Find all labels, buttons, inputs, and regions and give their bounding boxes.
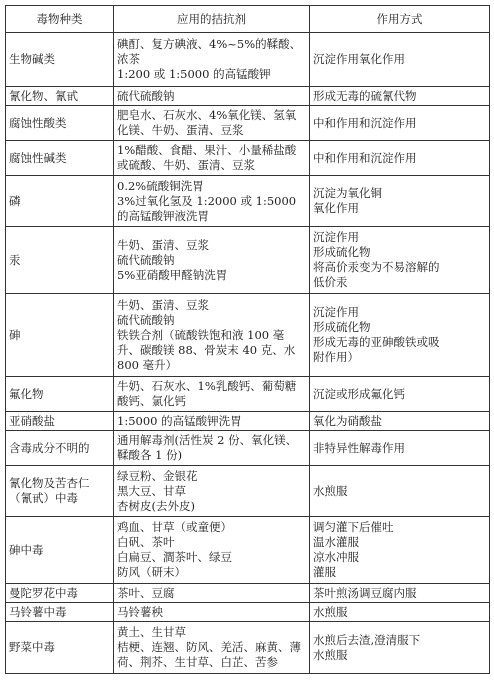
antidote-cell: 牛奶、蛋清、豆浆 硫代硫酸钠 铁铁合剂（硫酸铁饱和液 100 毫 升、碳酸镁 88、骨炭末 40 克、水 800 毫升） (114, 294, 310, 377)
table-body (6, 33, 490, 674)
action-cell: 中和作用和沉淀作用 (310, 141, 490, 176)
action-cell: 氧化为硝酸盐 (310, 412, 490, 431)
table-row (6, 141, 490, 176)
antidote-cell: 碘酊、复方碘液、4%~5%的鞣酸、 浓茶 1:200 或 1:5000 的高锰酸钾 (114, 33, 310, 87)
poison-cell: 磷 (6, 176, 114, 227)
table-header-row (6, 6, 490, 33)
header-action-mode: 作用方式 (310, 6, 490, 33)
poison-cell: 砷 (6, 294, 114, 377)
poison-cell: 腐蚀性酸类 (6, 106, 114, 141)
action-cell: 水煎后去渣,澄清服下 水煎服 (310, 622, 490, 674)
table-row (6, 227, 490, 294)
poison-cell: 氰化物及苦杏仁 （氰甙）中毒 (6, 466, 114, 517)
antidote-cell: 0.2%硫酸铜洗胃 3%过氧化氢及 1:2000 或 1:5000 的高锰酸钾液洗胃 (114, 176, 310, 227)
antidote-cell: 黄土、生甘草 桔梗、连翘、防风、羌活、麻黄、薄 荷、荆芥、生甘草、白芷、苦参 (114, 622, 310, 674)
action-cell: 中和作用和沉淀作用 (310, 106, 490, 141)
poison-cell: 汞 (6, 227, 114, 294)
poison-cell: 野菜中毒 (6, 622, 114, 674)
antidote-cell: 1:5000 的高锰酸钾洗胃 (114, 412, 310, 431)
poison-cell: 亚硝酸盐 (6, 412, 114, 431)
antidote-cell: 绿豆粉、金银花 黑大豆、甘草 杏树皮(去外皮) (114, 466, 310, 517)
poison-cell: 腐蚀性碱类 (6, 141, 114, 176)
action-cell: 沉淀为氧化铜 氧化作用 (310, 176, 490, 227)
table-row (6, 106, 490, 141)
poison-cell: 生物碱类 (6, 33, 114, 87)
table-row (6, 33, 490, 87)
action-cell: 水煎服 (310, 466, 490, 517)
antidote-cell: 马铃薯秧 (114, 603, 310, 622)
poison-cell: 马铃薯中毒 (6, 603, 114, 622)
action-cell: 水煎服 (310, 603, 490, 622)
antidote-table (5, 5, 490, 674)
antidote-cell: 通用解毒剂(活性炭 2 份、氧化镁、 鞣酸各 1 份) (114, 431, 310, 466)
action-cell: 沉淀作用 形成硫化物 形成无毒的亚砷酸铁或吸 附作用） (310, 294, 490, 377)
poison-cell: 含毒成分不明的 (6, 431, 114, 466)
header-antidote: 应用的拮抗剂 (114, 6, 310, 33)
poison-cell: 砷中毒 (6, 517, 114, 584)
antidote-cell: 肥皂水、石灰水、4%氧化镁、氢氧 化镁、牛奶、蛋清、豆浆 (114, 106, 310, 141)
table-row (6, 603, 490, 622)
poison-cell: 氟化物 (6, 377, 114, 412)
antidote-cell: 硫代硫酸钠 (114, 87, 310, 106)
table-row (6, 466, 490, 517)
antidote-cell: 鸡血、甘草（或童便） 白矾、茶叶 白扁豆、澗茶叶、绿豆 防风（研末） (114, 517, 310, 584)
table-row (6, 412, 490, 431)
action-cell: 沉淀作用 形成硫化物 将高价汞变为不易溶解的 低价汞 (310, 227, 490, 294)
table-row (6, 377, 490, 412)
table-row (6, 431, 490, 466)
antidote-cell: 茶叶、豆腐 (114, 584, 310, 603)
antidote-cell: 牛奶、石灰水、1%乳酸钙、葡萄糖 酸钙、氯化钙 (114, 377, 310, 412)
header-poison-type: 毒物种类 (6, 6, 114, 33)
table-row (6, 584, 490, 603)
table-row (6, 176, 490, 227)
poison-cell: 氰化物、氰甙 (6, 87, 114, 106)
action-cell: 茶叶煎汤调豆腐内服 (310, 584, 490, 603)
poison-cell: 曼陀罗花中毒 (6, 584, 114, 603)
table-row (6, 87, 490, 106)
antidote-cell: 牛奶、蛋清、豆浆 硫代硫酸钠 5%亚硝酸甲醛钠洗胃 (114, 227, 310, 294)
table-row (6, 622, 490, 674)
table-row (6, 294, 490, 377)
action-cell: 形成无毒的硫氰代物 (310, 87, 490, 106)
antidote-cell: 1%醋酸、食醋、果汁、小量稀盐酸 或硫酸、牛奶、蛋清、豆浆 (114, 141, 310, 176)
table-row (6, 517, 490, 584)
action-cell: 沉淀或形成氟化钙 (310, 377, 490, 412)
action-cell: 沉淀作用氧化作用 (310, 33, 490, 87)
action-cell: 非特异性解毒作用 (310, 431, 490, 466)
action-cell: 调匀灌下后催吐 温水灌服 凉水冲服 灌服 (310, 517, 490, 584)
